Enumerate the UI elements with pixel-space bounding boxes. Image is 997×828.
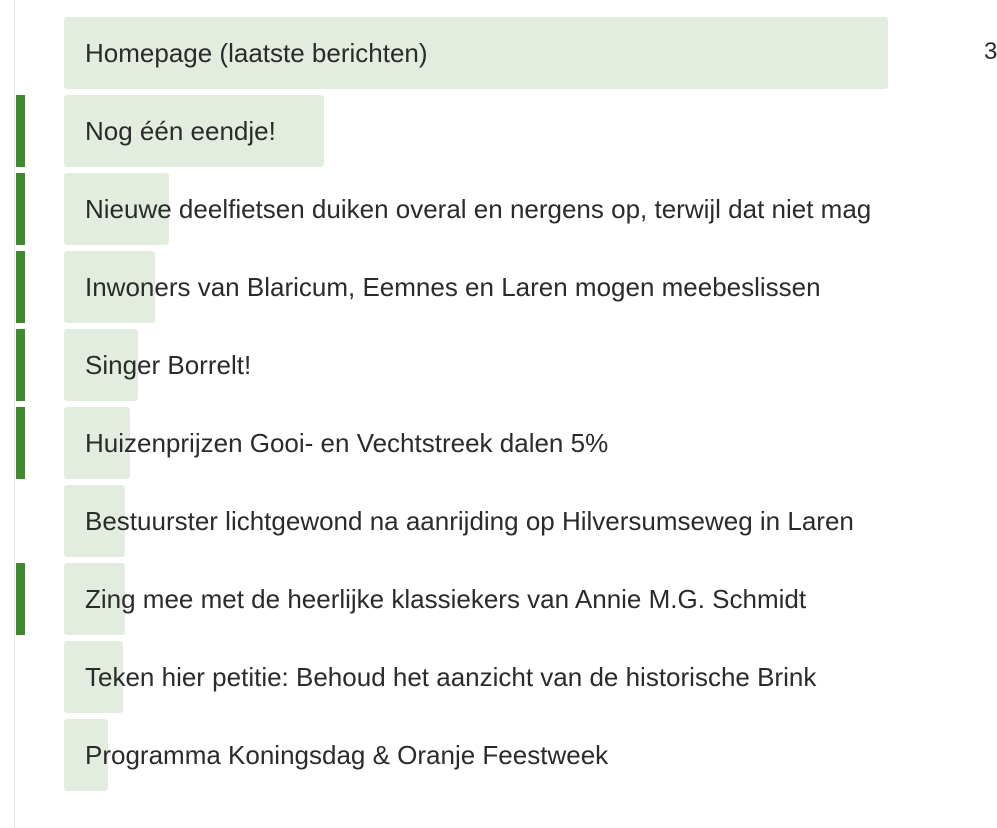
list-item-label: Singer Borrelt! [85,350,252,380]
list-item[interactable] [0,563,988,635]
list-item-label: Inwoners van Blaricum, Eemnes en Laren mogen meebeslissen [85,272,821,302]
list-item[interactable] [0,407,988,479]
list-item-label: Zing mee met de heerlijke klassiekers van Annie M.G. Schmidt [85,584,807,614]
list-item[interactable] [0,719,988,791]
list-item[interactable] [0,17,988,89]
active-indicator [16,407,25,479]
list-item[interactable] [0,95,988,167]
list-item-label: Homepage (laatste berichten) [85,38,428,68]
list-item-label: Huizenprijzen Gooi- en Vechtstreek dalen 5% [85,428,609,458]
list-item[interactable] [0,485,988,557]
list-item-label: Nieuwe deelfietsen duiken overal en nergens op, terwijl dat niet mag [85,194,872,224]
list-item[interactable] [0,641,988,713]
list-item-label: Programma Koningsdag & Oranje Feestweek [85,740,609,770]
list-item[interactable] [0,251,988,323]
active-indicator [16,95,25,167]
active-indicator [16,563,25,635]
clipped-text-fragment: 3 [984,38,997,65]
active-indicator [16,173,25,245]
list-item-label: Teken hier petitie: Behoud het aanzicht van de historische Brink [85,662,817,692]
list-item-label: Bestuurster lichtgewond na aanrijding op Hilversumseweg in Laren [85,506,854,536]
active-indicator [16,251,25,323]
list-item[interactable] [0,173,988,245]
list-item-label: Nog één eendje! [85,116,276,146]
list-item[interactable] [0,329,988,401]
active-indicator [16,329,25,401]
